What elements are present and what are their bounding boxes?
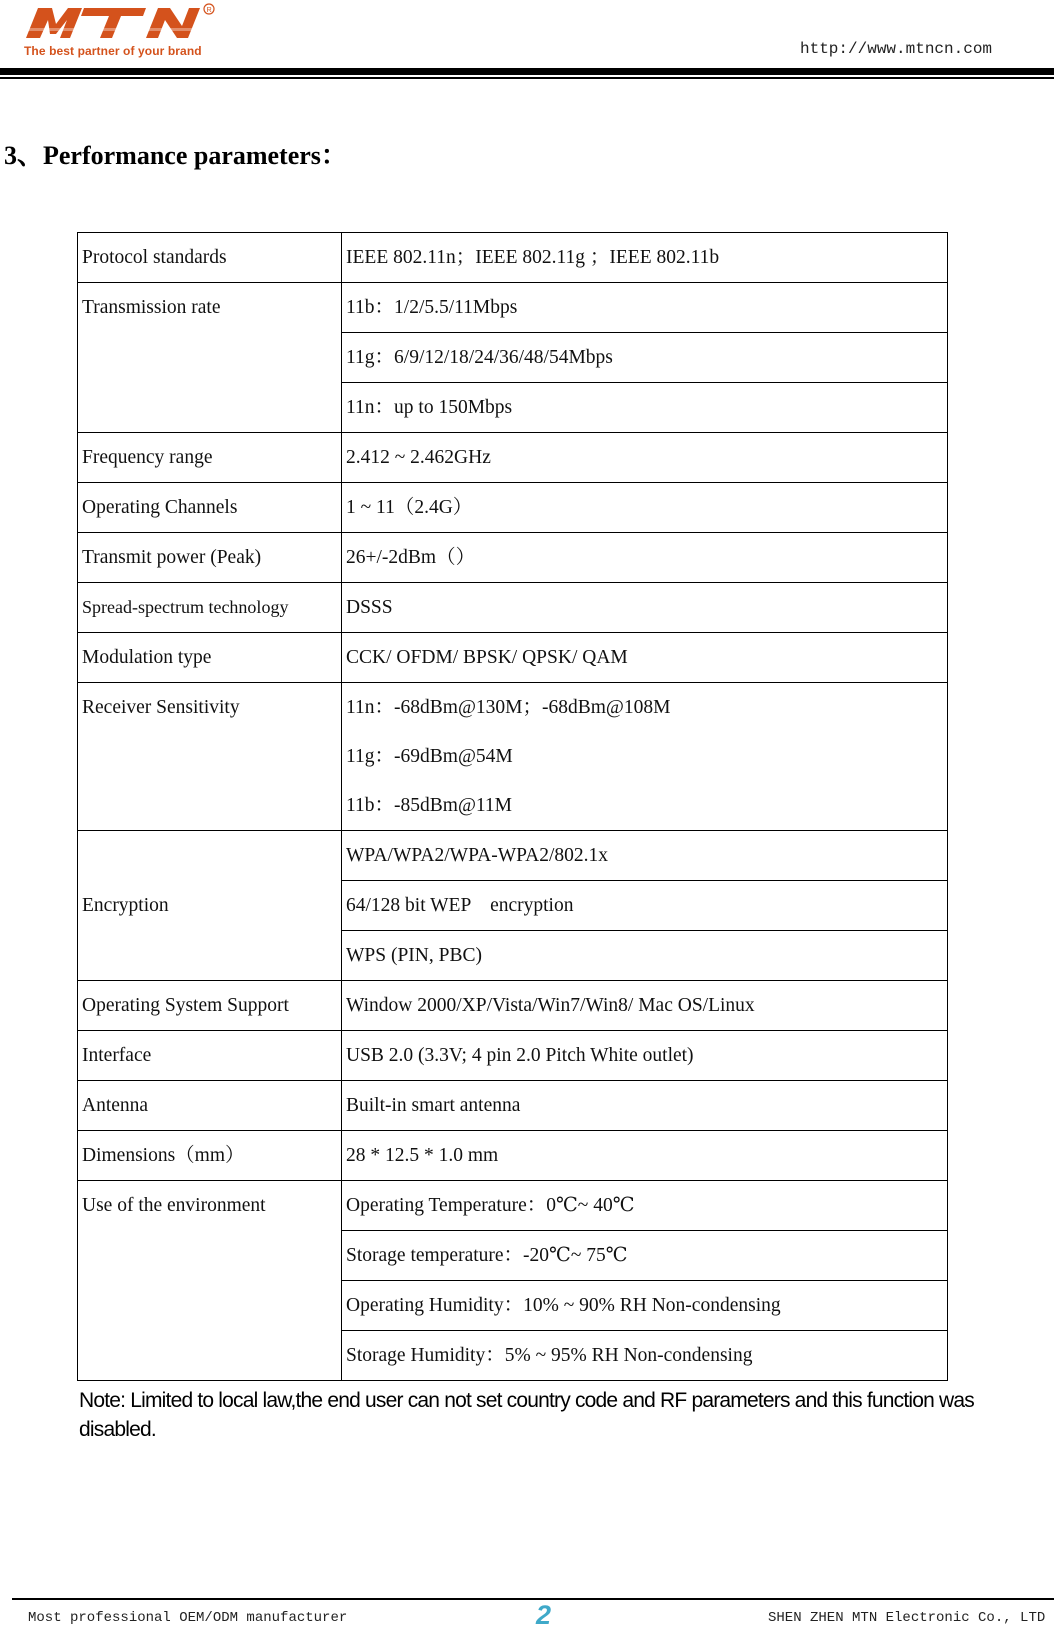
spec-value: CCK/ OFDM/ BPSK/ QPSK/ QAM [342,633,948,683]
table-row [78,533,948,583]
header-rule [0,68,1054,75]
spec-value: 28 * 12.5 * 1.0 mm [342,1131,948,1181]
spec-label: Dimensions（mm） [78,1131,342,1181]
page-number: 2 [536,1600,552,1630]
table-row [78,831,948,881]
spec-value: 1 ~ 11（2.4G） [342,483,948,533]
spec-value: 11b：1/2/5.5/11Mbps [342,283,948,333]
spec-value: Built-in smart antenna [342,1081,948,1131]
spec-label: Operating System Support [78,981,342,1031]
table-row [78,1181,948,1231]
spec-value: Storage temperature：-20℃~ 75℃ [342,1231,948,1281]
table-row [78,1131,948,1181]
section-title: 3、Performance parameters： [4,141,347,170]
spec-label: Receiver Sensitivity [78,683,342,831]
header-url[interactable]: http://www.mtncn.com [800,40,993,58]
spec-label: Transmit power (Peak) [78,533,342,583]
spec-label: Frequency range [78,433,342,483]
spec-value: Storage Humidity：5% ~ 95% RH Non-condensing [342,1331,948,1381]
table-row [78,633,948,683]
spec-value: Operating Humidity：10% ~ 90% RH Non-condensing [342,1281,948,1331]
logo-tagline: The best partner of your brand [24,44,202,58]
spec-label: Antenna [78,1081,342,1131]
spec-value: 11g：6/9/12/18/24/36/48/54Mbps [342,333,948,383]
spec-label: Operating Channels [78,483,342,533]
spec-value: 26+/-2dBm（） [342,533,948,583]
spec-value: Window 2000/XP/Vista/Win7/Win8/ Mac OS/Linux [342,981,948,1031]
table-row [78,233,948,283]
footer-rule [12,1598,1054,1600]
spec-value: Operating Temperature：0℃~ 40℃ [342,1181,948,1231]
table-row [78,683,948,831]
spec-label: Protocol standards [78,233,342,283]
spec-value-line: 11n：-68dBm@130M；-68dBm@108M [346,697,671,718]
spec-value: DSSS [342,583,948,633]
spec-value: WPA/WPA2/WPA-WPA2/802.1x [342,831,948,881]
header-rule-thin [0,77,1054,79]
note-text: Note: Limited to local law,the end user can not set country code and RF parameters and this function was disabled. [79,1389,975,1441]
table-row [78,433,948,483]
svg-text:R: R [206,7,212,14]
spec-table [77,232,948,1381]
spec-value: IEEE 802.11n；IEEE 802.11g ；IEEE 802.11b [342,233,948,283]
spec-value: 2.412 ~ 2.462GHz [342,433,948,483]
footer-company: SHEN ZHEN MTN Electronic Co., LTD [768,1610,1046,1626]
table-row [78,583,948,633]
table-row [78,283,948,333]
spec-value: 64/128 bit WEP encryption [342,881,948,931]
spec-value: USB 2.0 (3.3V; 4 pin 2.0 Pitch White outlet) [342,1031,948,1081]
spec-label: Use of the environment [78,1181,342,1381]
spec-value [342,683,948,831]
table-row [78,483,948,533]
spec-label: Interface [78,1031,342,1081]
spec-label: Encryption [78,831,342,981]
spec-label: Transmission rate [78,283,342,433]
spec-value: 11n：up to 150Mbps [342,383,948,433]
footer-left-text: Most professional OEM/ODM manufacturer [28,1610,348,1626]
table-row [78,981,948,1031]
table-row [78,1081,948,1131]
spec-value-line: 11b：-85dBm@11M [346,795,513,816]
spec-value-line: 11g：-69dBm@54M [346,746,513,767]
table-row [78,1031,948,1081]
spec-value: WPS (PIN, PBC) [342,931,948,981]
spec-label: Modulation type [78,633,342,683]
spec-label: Spread-spectrum technology [78,583,342,633]
